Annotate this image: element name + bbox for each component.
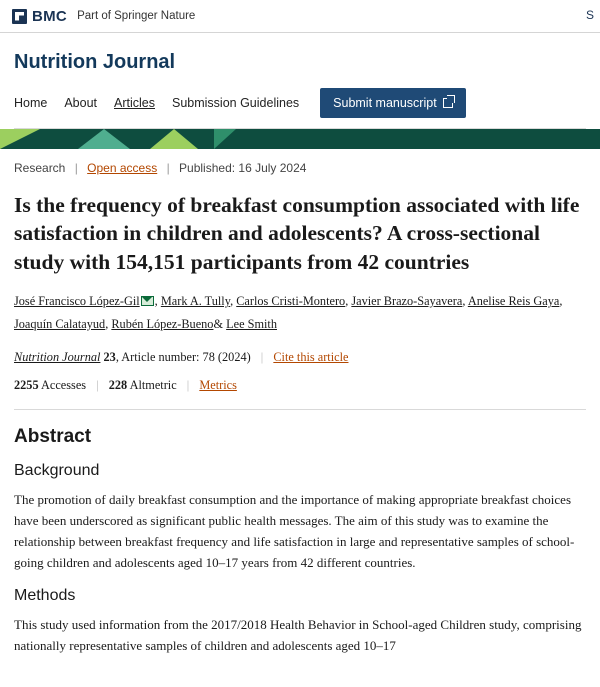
metrics-divider-1: |	[96, 377, 99, 392]
citation-line	[14, 350, 586, 365]
author-sep-1: ,	[230, 294, 237, 309]
author-link-7[interactable]: Lee Smith	[226, 316, 277, 331]
abstract-methods-heading: Methods	[14, 586, 76, 604]
metrics-line	[14, 378, 586, 393]
open-access-link[interactable]: Open access	[87, 161, 158, 175]
external-link-icon	[443, 98, 453, 108]
citation-volume: 23	[103, 349, 116, 364]
author-sep-0: ,	[154, 294, 161, 309]
nav-item-home[interactable]: Home	[14, 96, 48, 110]
submit-manuscript-button[interactable]	[320, 88, 466, 118]
decorative-band	[0, 129, 600, 149]
nav-item-articles[interactable]: Articles	[114, 96, 155, 110]
author-link-5[interactable]: Joaquín Calatayud	[14, 316, 106, 331]
bmc-mark-icon	[12, 9, 27, 24]
author-sep-2: ,	[345, 294, 352, 309]
article-type: Research	[14, 161, 66, 175]
band-shape-4-icon	[214, 129, 236, 149]
authors-conjunction: &	[213, 316, 224, 331]
metrics-link[interactable]: Metrics	[199, 377, 237, 392]
accesses-count: 2255	[14, 377, 39, 392]
author-link-2[interactable]: Carlos Cristi-Montero	[236, 294, 346, 309]
metrics-divider-2: |	[186, 377, 190, 392]
journal-header	[0, 33, 600, 129]
altmetric-label: Altmetric	[129, 377, 177, 392]
author-sep-4: ,	[559, 294, 563, 309]
nav-item-submission-guidelines[interactable]: Submission Guidelines	[172, 96, 300, 110]
band-shape-3-icon	[150, 129, 198, 149]
band-shape-2-icon	[78, 129, 130, 149]
author-link-3[interactable]: Javier Brazo-Sayavera	[351, 294, 463, 309]
cite-this-article-link[interactable]: Cite this article	[273, 349, 349, 364]
section-divider	[14, 409, 586, 410]
author-link-6[interactable]: Rubén López-Bueno	[111, 316, 214, 331]
meta-divider-1: |	[74, 161, 78, 175]
accesses-label: Accesses	[41, 377, 87, 392]
bmc-wordmark: BMC	[32, 7, 68, 25]
journal-title[interactable]: Nutrition Journal	[14, 51, 176, 73]
article-meta-line	[14, 161, 586, 181]
journal-nav	[14, 88, 586, 129]
article-title: Is the frequency of breakfast consumption associated with life satisfaction in children and adolescents? A cross-sectional study with 154,151 participants from 42 countries	[14, 193, 580, 274]
citation-divider: |	[260, 349, 264, 364]
band-shape-1-icon	[0, 129, 40, 149]
nav-item-about[interactable]: About	[64, 96, 98, 110]
published-date: Published: 16 July 2024	[179, 161, 307, 175]
abstract-background-heading: Background	[14, 461, 100, 479]
bmc-top-bar	[0, 0, 600, 33]
topbar-right-truncated-label[interactable]: S	[585, 8, 594, 22]
submit-manuscript-label: Submit manuscript	[333, 96, 437, 110]
altmetric-count: 228	[108, 377, 128, 392]
bmc-logo[interactable]	[12, 8, 67, 25]
email-icon[interactable]	[141, 296, 154, 306]
citation-article-number: , Article number: 78 (2024)	[115, 349, 251, 364]
article-container	[0, 149, 600, 656]
author-link-1[interactable]: Mark A. Tully	[160, 294, 231, 309]
springer-nature-tagline: Part of Springer Nature	[77, 10, 196, 22]
author-link-0[interactable]: José Francisco López-Gil	[14, 294, 140, 309]
abstract-heading: Abstract	[14, 425, 92, 447]
abstract-methods-text: This study used information from the 2017/2018 Health Behavior in School-aged Children study, comprising nationally representative samples of children and adolescents aged 10–17	[14, 616, 582, 653]
abstract-background-text: The promotion of daily breakfast consumption and the importance of making appropriate breakfast choices have been underscored as significant public health messages. The aim of this study was to examine the relationship between breakfast frequency and life satisfaction in large and representative samples of school-going children and adolescents aged 10–17 years from 42 different countries.	[14, 491, 575, 570]
author-link-4[interactable]: Anelise Reis Gaya	[467, 294, 560, 309]
meta-divider-2: |	[166, 161, 170, 175]
author-sep-5: ,	[105, 316, 112, 331]
author-sep-3: ,	[462, 294, 468, 309]
citation-journal[interactable]: Nutrition Journal	[14, 349, 101, 364]
author-list	[14, 290, 586, 335]
